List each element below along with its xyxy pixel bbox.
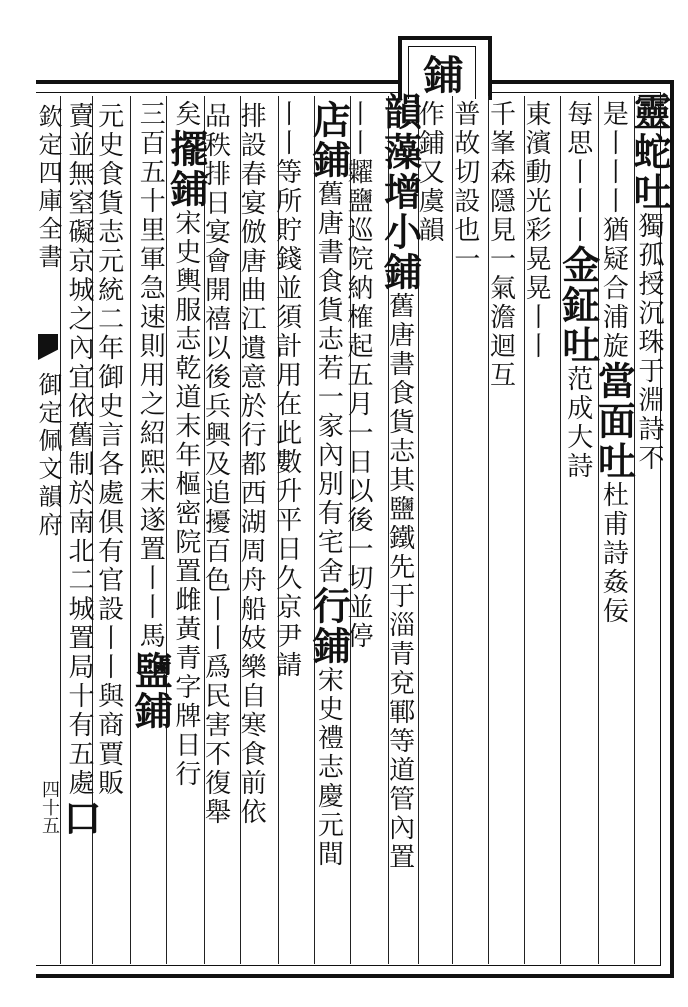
text-column: [377, 92, 423, 872]
entry-headword: 口: [57, 798, 102, 838]
entry-text: 范成大詩: [562, 365, 593, 481]
entry-text: 普故切設也一: [449, 100, 480, 274]
entry-text: 每思丨丨丨: [562, 100, 593, 245]
entry-headword: 當面吐: [591, 361, 637, 481]
text-column: [128, 100, 174, 731]
entry-text: 丨丨糶鹽巡院納榷起五月一日以後一切並停: [343, 100, 373, 651]
entry-text: 作鋪又虞韻: [414, 100, 445, 245]
entry-text: 品秩排日宴會開禧以後兵興及追擾百色丨丨爲民害不復舉: [200, 102, 231, 827]
text-column: [485, 100, 516, 390]
text-column: [449, 100, 480, 274]
text-column: [345, 100, 371, 651]
entry-headword: 擺鋪: [163, 129, 209, 209]
text-column: [236, 102, 267, 827]
text-column: [306, 100, 352, 869]
entry-text: 舊唐書食貨志其鹽鐵先于淄青兗鄆等道管內置: [384, 292, 415, 872]
text-column: [93, 102, 124, 798]
entry-headword: 行鋪: [306, 586, 352, 666]
text-column: [555, 100, 601, 481]
entry-text: 獨孤授沉珠于淵詩不: [634, 212, 664, 473]
heading-character: 鋪: [417, 54, 464, 94]
entry-text: 排設春宴倣唐曲江遺意於行都西湖周舟船妓樂自寒食前依: [236, 102, 267, 827]
entry-text: 元史食貨志元統二年御史言各處俱有官設丨丨與商賈販: [93, 102, 124, 798]
entry-text: 賣並無窒礙京城之內宜依舊制於南北二城置局十有五處: [64, 102, 94, 798]
entry-text: 千峯森隱見一氣澹迴互: [485, 100, 516, 390]
entry-text: 是丨丨丨猶疑合浦旋: [598, 100, 629, 361]
text-column: [57, 102, 102, 838]
page-number: 四十五: [39, 780, 60, 834]
entry-text: 升平日久京尹請: [271, 477, 302, 680]
entry-text: 三百五十里軍急速則用之紹熙末遂置丨丨馬: [135, 100, 166, 651]
entry-text: 宋史禮志慶元間: [313, 666, 344, 869]
text-column: [271, 100, 302, 680]
text-column: [521, 100, 552, 361]
text-column: [200, 102, 231, 827]
entry-headword: 鹽鋪: [128, 651, 174, 731]
entry-text: 東濱動光彩晃晃丨丨: [521, 100, 552, 361]
entry-text: 矣: [170, 100, 201, 129]
entry-headword: 韻藻增小鋪: [377, 92, 423, 292]
entry-text: 丨丨等所貯錢並須計用在此數: [271, 100, 302, 477]
entry-headword: 金鉦吐: [555, 245, 601, 365]
book-title: 御定佩文韻府: [34, 372, 62, 540]
entry-headword: 店鋪: [306, 100, 352, 180]
entry-text: 宋史輿服志乾道末年樞密院置雌黃青字牌日行: [170, 209, 201, 789]
entry-headword: 靈蛇吐: [627, 92, 672, 212]
side-title: 欽定四庫全書: [34, 104, 62, 272]
entry-text: 舊唐書食貨志若一家內別有宅舍: [313, 180, 344, 586]
entry-text: 杜甫詩姦佞: [598, 481, 629, 626]
